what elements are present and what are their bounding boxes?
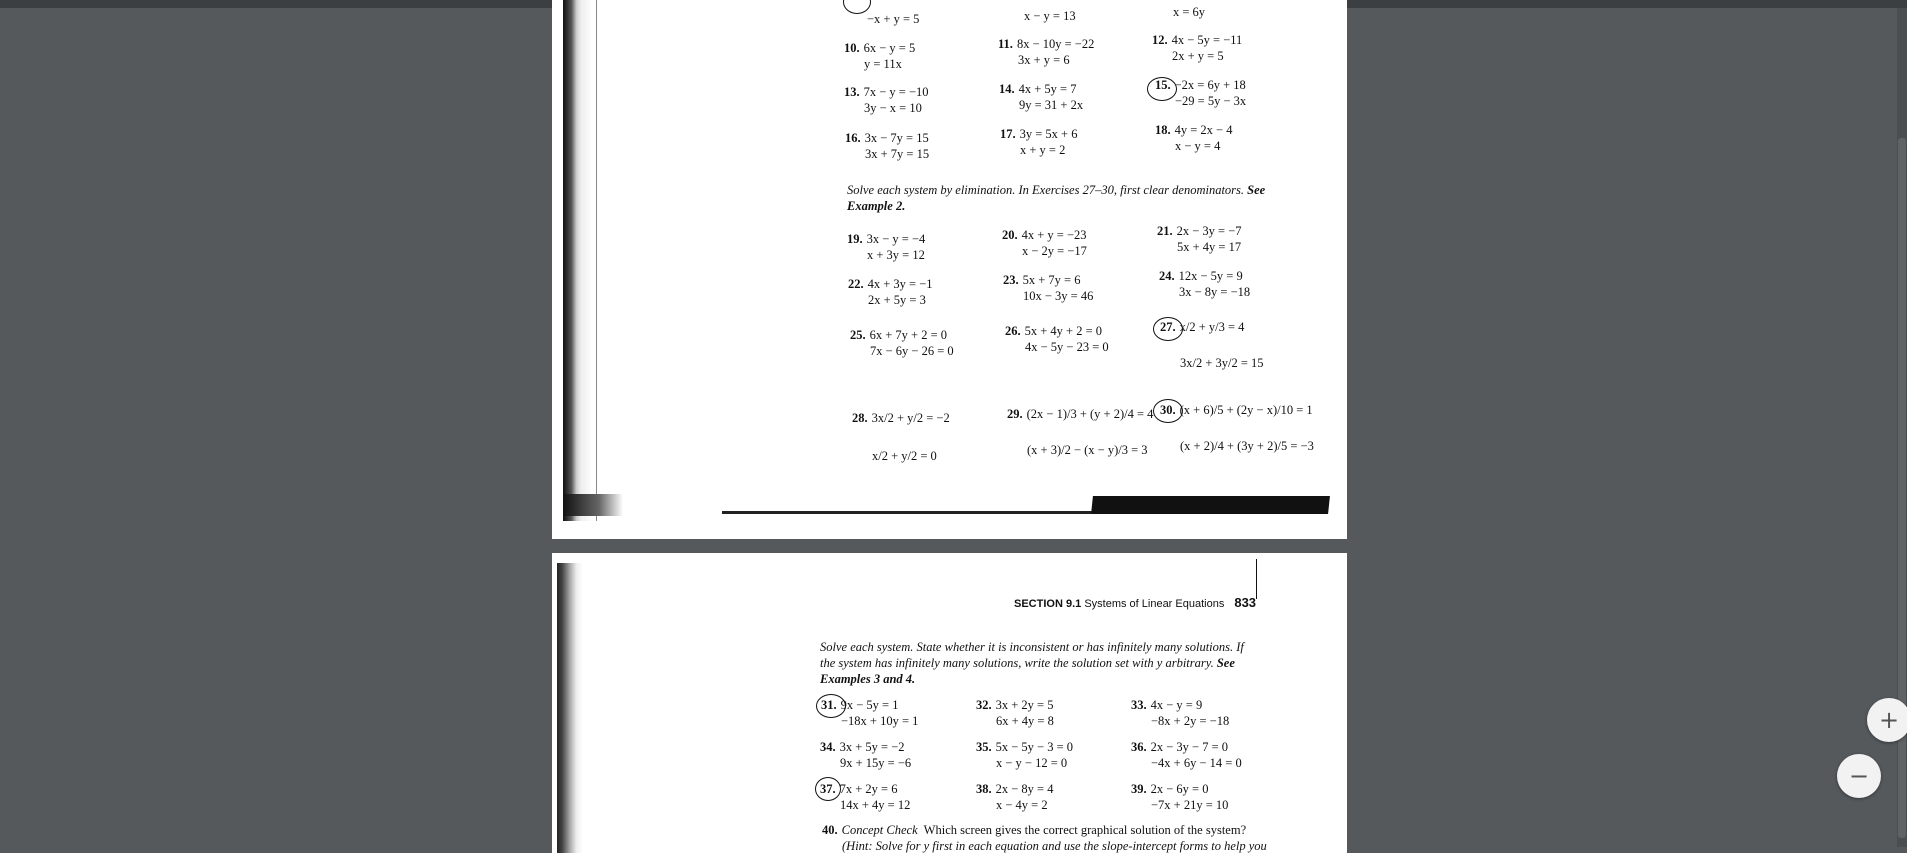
problem-31: 31. 9x − 5y = 1 −18x + 10y = 1 xyxy=(821,698,919,728)
equation-line: −x + y = 5 xyxy=(867,12,920,26)
problem-18: 18. 4y = 2x − 4 x − y = 4 xyxy=(1155,123,1233,153)
problem-13: 13. 7x − y = −10 3y − x = 10 xyxy=(844,85,929,115)
page-edge-shadow xyxy=(563,494,623,516)
problem-11: 11. 8x − 10y = −22 3x + y = 6 xyxy=(998,37,1095,67)
page-bottom-rule xyxy=(722,511,1092,514)
book-spine-line xyxy=(596,0,597,521)
zoom-in-button[interactable] xyxy=(1867,698,1907,742)
problem-14: 14. 4x + 5y = 7 9y = 31 + 2x xyxy=(999,82,1084,112)
header-divider xyxy=(1256,559,1257,599)
exercise-instructions: Solve each system by elimination. In Exercises 27–30, first clear denominators. See Example 2. xyxy=(847,183,1266,213)
problem-38: 38. 2x − 8y = 4 x − 4y = 2 xyxy=(976,782,1054,812)
problem-20: 20. 4x + y = −23 x − 2y = −17 xyxy=(1002,228,1087,258)
document-page-2 xyxy=(552,553,1347,853)
problem-29: 29. (2x − 1)/3 + (y + 2)/4 = 4 (x + 3)/2 − (x − y)/3 = 3 xyxy=(1007,407,1154,457)
problem-35: 35. 5x − 5y − 3 = 0 x − y − 12 = 0 xyxy=(976,740,1074,770)
problem-19: 19. 3x − y = −4 x + 3y = 12 xyxy=(847,232,926,262)
problem-36: 36. 2x − 3y − 7 = 0 −4x + 6y − 14 = 0 xyxy=(1131,740,1242,770)
problem-16: 16. 3x − 7y = 15 3x + 7y = 15 xyxy=(845,131,930,161)
page-header: SECTION 9.1 Systems of Linear Equations 833 xyxy=(1014,595,1257,610)
equation-line: x = 6y xyxy=(1173,5,1206,19)
problem-34: 34. 3x + 5y = −2 9x + 15y = −6 xyxy=(820,740,912,770)
problem-10: 10. 6x − y = 5 y = 11x xyxy=(844,41,916,71)
problem-40: 40. Concept Check Which screen gives the correct graphical solution of the system? (Hint: Solve for y first in each equation and use the slope-intercept forms to help you xyxy=(822,823,1267,853)
problem-12: 12. 4x − 5y = −11 2x + y = 5 xyxy=(1152,33,1243,63)
problem-37: 37. 7x + 2y = 6 14x + 4y = 12 xyxy=(820,782,911,812)
problem-22: 22. 4x + 3y = −1 2x + 5y = 3 xyxy=(848,277,933,307)
book-spine-shadow xyxy=(563,0,593,521)
page-number: 833 xyxy=(1234,595,1257,610)
problem-21: 21. 2x − 3y = −7 5x + 4y = 17 xyxy=(1157,224,1242,254)
minus-icon: − xyxy=(1848,762,1870,790)
equation-line: x − y = 13 xyxy=(1024,9,1076,23)
problem-17: 17. 3y = 5x + 6 x + y = 2 xyxy=(1000,127,1078,157)
exercise-instructions: Solve each system. State whether it is inconsistent or has infinitely many solutions. If the system has infinitely many solutions, write the solution set with y arbitrary. See Examples 3 and 4. xyxy=(820,640,1244,686)
problem-27: 27. x/2 + y/3 = 4 3x/2 + 3y/2 = 15 xyxy=(1160,320,1264,370)
problem-28: 28. 3x/2 + y/2 = −2 x/2 + y/2 = 0 xyxy=(852,411,950,463)
problem-26: 26. 5x + 4y + 2 = 0 4x − 5y − 23 = 0 xyxy=(1005,324,1109,354)
problem-30: 30. (x + 6)/5 + (2y − x)/10 = 1 (x + 2)/4 + (3y + 2)/5 = −3 xyxy=(1160,403,1314,453)
problem-39: 39. 2x − 6y = 0 −7x + 21y = 10 xyxy=(1131,782,1229,812)
problem-23: 23. 5x + 7y = 6 10x − 3y = 46 xyxy=(1003,273,1094,303)
problem-24: 24. 12x − 5y = 9 3x − 8y = −18 xyxy=(1159,269,1251,299)
problem-32: 32. 3x + 2y = 5 6x + 4y = 8 xyxy=(976,698,1054,728)
problem-25: 25. 6x + 7y + 2 = 0 7x − 6y − 26 = 0 xyxy=(850,328,954,358)
document-page-1 xyxy=(552,0,1347,539)
zoom-out-button[interactable] xyxy=(1837,754,1881,798)
problem-15: 15. −2x = 6y + 18 −29 = 5y − 3x xyxy=(1155,78,1247,108)
book-spine-shadow xyxy=(557,563,583,853)
problem-33: 33. 4x − y = 9 −8x + 2y = −18 xyxy=(1131,698,1230,728)
page-bottom-shadow xyxy=(1091,496,1330,514)
plus-icon: + xyxy=(1878,706,1900,734)
